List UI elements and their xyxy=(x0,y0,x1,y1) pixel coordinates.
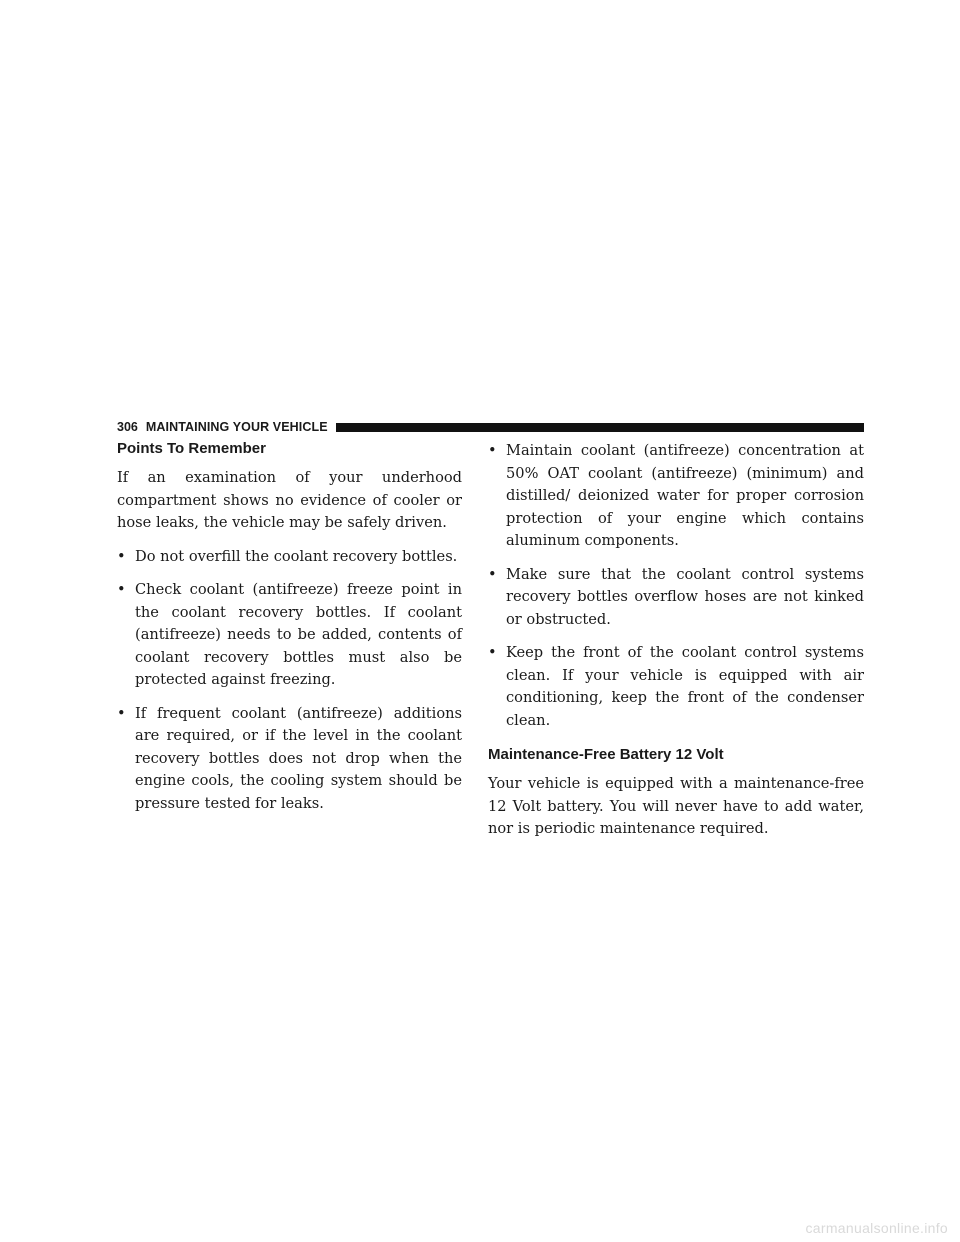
bullet-icon: • xyxy=(117,704,126,722)
battery-heading: Maintenance-Free Battery 12 Volt xyxy=(488,746,724,763)
list-item xyxy=(117,546,462,569)
left-column xyxy=(117,440,462,815)
list-item xyxy=(488,642,864,732)
header-rule xyxy=(336,423,864,432)
points-to-remember-heading: Points To Remember xyxy=(117,440,266,457)
section-title: MAINTAINING YOUR VEHICLE xyxy=(145,420,328,434)
page-header xyxy=(117,419,864,435)
list-item-text: Keep the front of the coolant control systems clean. If your vehicle is equipped with air conditioning, keep the front of the condenser clean. xyxy=(506,644,864,729)
list-item-text: Maintain coolant (antifreeze) concentration at 50% OAT coolant (antifreeze) (minimum) and distilled/ deionized water for proper corrosion protection of your engine which contains aluminum components. xyxy=(506,442,864,549)
list-item xyxy=(488,564,864,632)
intro-paragraph: If an examination of your underhood compartment shows no evidence of cooler or hose leaks, the vehicle may be safely driven. xyxy=(117,469,462,531)
list-item xyxy=(117,703,462,816)
list-item-text: Make sure that the coolant control systems recovery bottles overflow hoses are not kinked or obstructed. xyxy=(506,565,864,628)
bullet-icon: • xyxy=(488,644,497,661)
list-item xyxy=(117,579,462,692)
list-item-text: Do not overfill the coolant recovery bottles. xyxy=(135,547,458,565)
list-item-text: If frequent coolant (antifreeze) additions are required, or if the level in the coolant recovery bottles does not drop when the engine cools, the cooling system should be pressure tested for leaks. xyxy=(135,704,462,812)
bullet-icon: • xyxy=(488,565,497,583)
list-item-text: Check coolant (antifreeze) freeze point in the coolant recovery bottles. If coolant (antifreeze) needs to be added, contents of coolant recovery bottles must also be protected against freezing. xyxy=(135,581,462,688)
watermark: carmanualsonline.info xyxy=(805,1220,948,1236)
bullet-icon: • xyxy=(117,581,126,598)
right-column xyxy=(488,440,864,841)
bullet-icon: • xyxy=(117,547,126,565)
right-bullet-list xyxy=(488,440,864,732)
bullet-icon: • xyxy=(488,442,497,459)
battery-paragraph: Your vehicle is equipped with a maintenance-free 12 Volt battery. You will never have to add water, nor is periodic maintenance required. xyxy=(488,775,864,837)
page-number: 306 xyxy=(117,420,138,434)
list-item xyxy=(488,440,864,553)
left-bullet-list xyxy=(117,546,462,816)
